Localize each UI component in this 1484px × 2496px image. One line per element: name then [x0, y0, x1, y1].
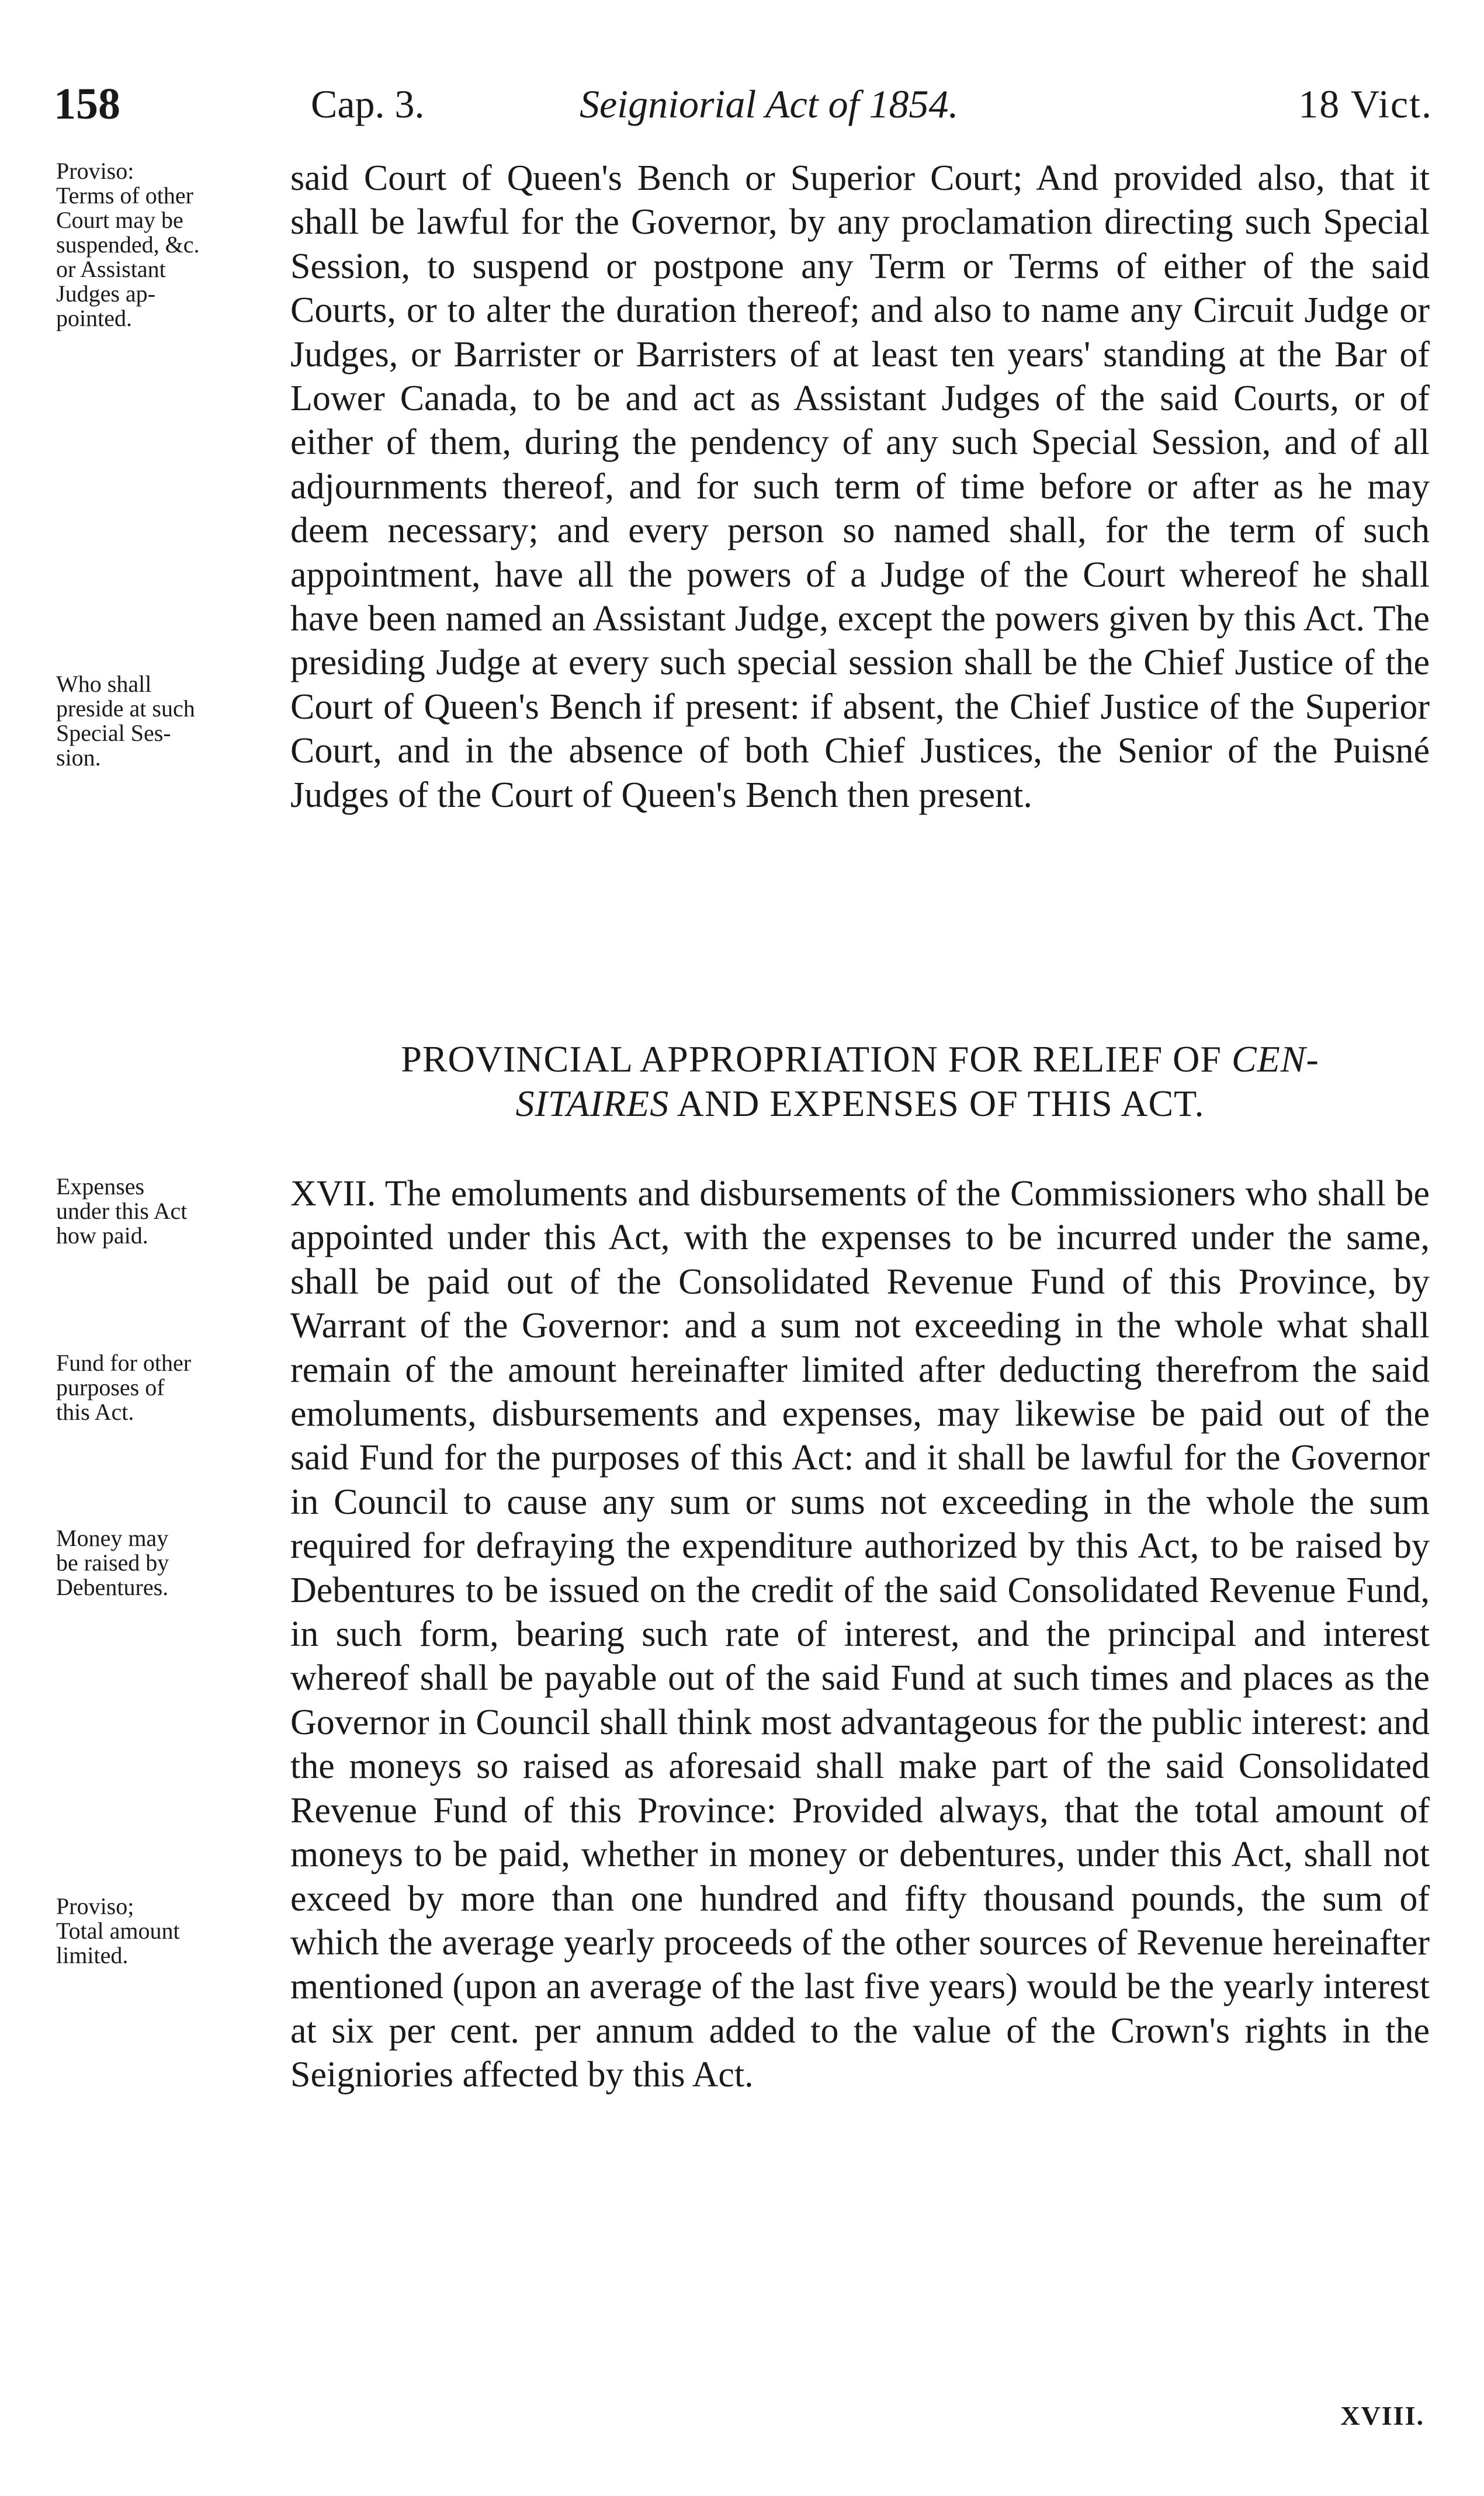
- margin-note-line: be raised by: [56, 1549, 169, 1576]
- margin-note-line: Debentures.: [56, 1574, 169, 1600]
- margin-note-line: Money may: [56, 1525, 169, 1551]
- margin-note-line: or Assistant: [56, 256, 166, 282]
- margin-note-line: suspended, &c.: [56, 231, 200, 258]
- body-paragraph: said Court of Queen's Bench or Superior Court; And provided also, that it shall be lawful for the Governor, by any proclamation directing such Special Session, to suspend or postpone any Term or Terms of either of the said Courts, or to alter the duration thereof; and also to name any Circuit Judge or Judges, or Barrister or Barristers of at least ten years' standing at the Bar of Lower Canada, to be and act as Assistant Judges of the said Courts, or of either of them, during the pendency of any such Special Session, and of all adjournments thereof, and for such term of time before or after as he may deem necessary; and every person so named shall, for the term of such appointment, have all the powers of a Judge of the Court whereof he shall have been named an Assistant Judge, except the powers given by this Act. The presiding Judge at every such special session shall be the Chief Justice of the Court of Queen's Bench if present: if absent, the Chief Justice of the Superior Court, and in the absence of both Chief Justices, the Senior of the Puisné Judges of the Court of Queen's Bench then present.: [290, 158, 1430, 815]
- margin-note-line: Total amount: [56, 1918, 180, 1944]
- margin-note-fund-other-purposes: [56, 1351, 284, 1424]
- margin-note-line: preside at such: [56, 695, 195, 722]
- margin-note-line: Expenses: [56, 1173, 145, 1200]
- margin-note-line: Proviso;: [56, 1893, 134, 1919]
- margin-note-money-debentures: [56, 1526, 284, 1600]
- margin-note-line: sion.: [56, 744, 101, 771]
- margin-note-line: limited.: [56, 1942, 129, 1968]
- margin-note-line: Fund for other: [56, 1350, 192, 1376]
- margin-note-line: Proviso:: [56, 158, 134, 184]
- margin-note-expenses: [56, 1174, 284, 1248]
- heading-italic-text: SITAIRES: [515, 1083, 670, 1124]
- heading-text: AND EXPENSES OF THIS ACT.: [669, 1083, 1205, 1124]
- margin-note-who-shall-preside: [56, 672, 284, 770]
- page-number: 158: [54, 79, 120, 129]
- body-paragraph: XVII. The emoluments and disbursements of the Commissioners who shall be appointed under this Act, with the expenses to be incurred under the same, shall be paid out of the Consolidated Revenue Fund of this Province, by Warrant of the Governor: and a sum not exceeding in the whole what shall remain of the amount hereinafter limited after deducting therefrom the said emoluments, disbursements and expenses, may likewise be paid out of the said Fund for the purposes of this Act: and it shall be lawful for the Governor in Council to cause any sum or sums not exceeding in the whole the sum required for defraying the expenditure authorized by this Act, to be raised by Debentures to be issued on the credit of the said Consolidated Revenue Fund, in such form, bearing such rate of interest, and the principal and interest whereof shall be payable out of the said Fund at such times and places as the Governor in Council shall think most advantageous for the public interest: and the moneys so raised as aforesaid shall make part of the said Consolidated Revenue Fund of this Province: Provided always, that the total amount of moneys to be paid, whether in money or debentures, under this Act, shall not exceed by more than one hundred and fifty thousand pounds, the sum of which the average yearly proceeds of the other sources of Revenue hereinafter mentioned (upon an average of the last five years) would be the yearly interest at six per cent. per annum added to the value of the Crown's rights in the Seigniories affected by this Act.: [290, 1174, 1430, 2095]
- heading-text: PROVINCIAL APPROPRIATION FOR RELIEF OF: [401, 1038, 1232, 1080]
- catchword: XVIII.: [1340, 2401, 1424, 2431]
- body-text-section-1: [290, 157, 1430, 817]
- heading-italic-text: CEN-: [1231, 1038, 1319, 1080]
- heading-line-2: [290, 1081, 1430, 1126]
- running-header: [54, 75, 1433, 139]
- margin-note-line: under this Act: [56, 1198, 188, 1224]
- heading-line-1: [290, 1037, 1430, 1081]
- margin-note-line: Court may be: [56, 207, 183, 233]
- margin-note-line: pointed.: [56, 305, 132, 331]
- margin-note-line: Terms of other: [56, 182, 193, 209]
- running-title: Seigniorial Act of 1854.: [580, 82, 959, 126]
- margin-note-line: Judges ap-: [56, 280, 155, 307]
- margin-note-line: Special Ses-: [56, 720, 171, 746]
- chapter-label: Cap. 3.: [311, 82, 425, 126]
- section-heading: [290, 1037, 1430, 1126]
- body-text-section-2: [290, 1172, 1430, 2098]
- margin-note-line: how paid.: [56, 1222, 148, 1249]
- margin-note-line: Who shall: [56, 671, 152, 697]
- margin-note-proviso-terms: [56, 159, 284, 331]
- regnal-year: 18 Vict.: [1298, 82, 1433, 126]
- margin-note-total-limited: [56, 1894, 284, 1968]
- margin-note-line: purposes of: [56, 1374, 165, 1400]
- margin-note-line: this Act.: [56, 1399, 134, 1425]
